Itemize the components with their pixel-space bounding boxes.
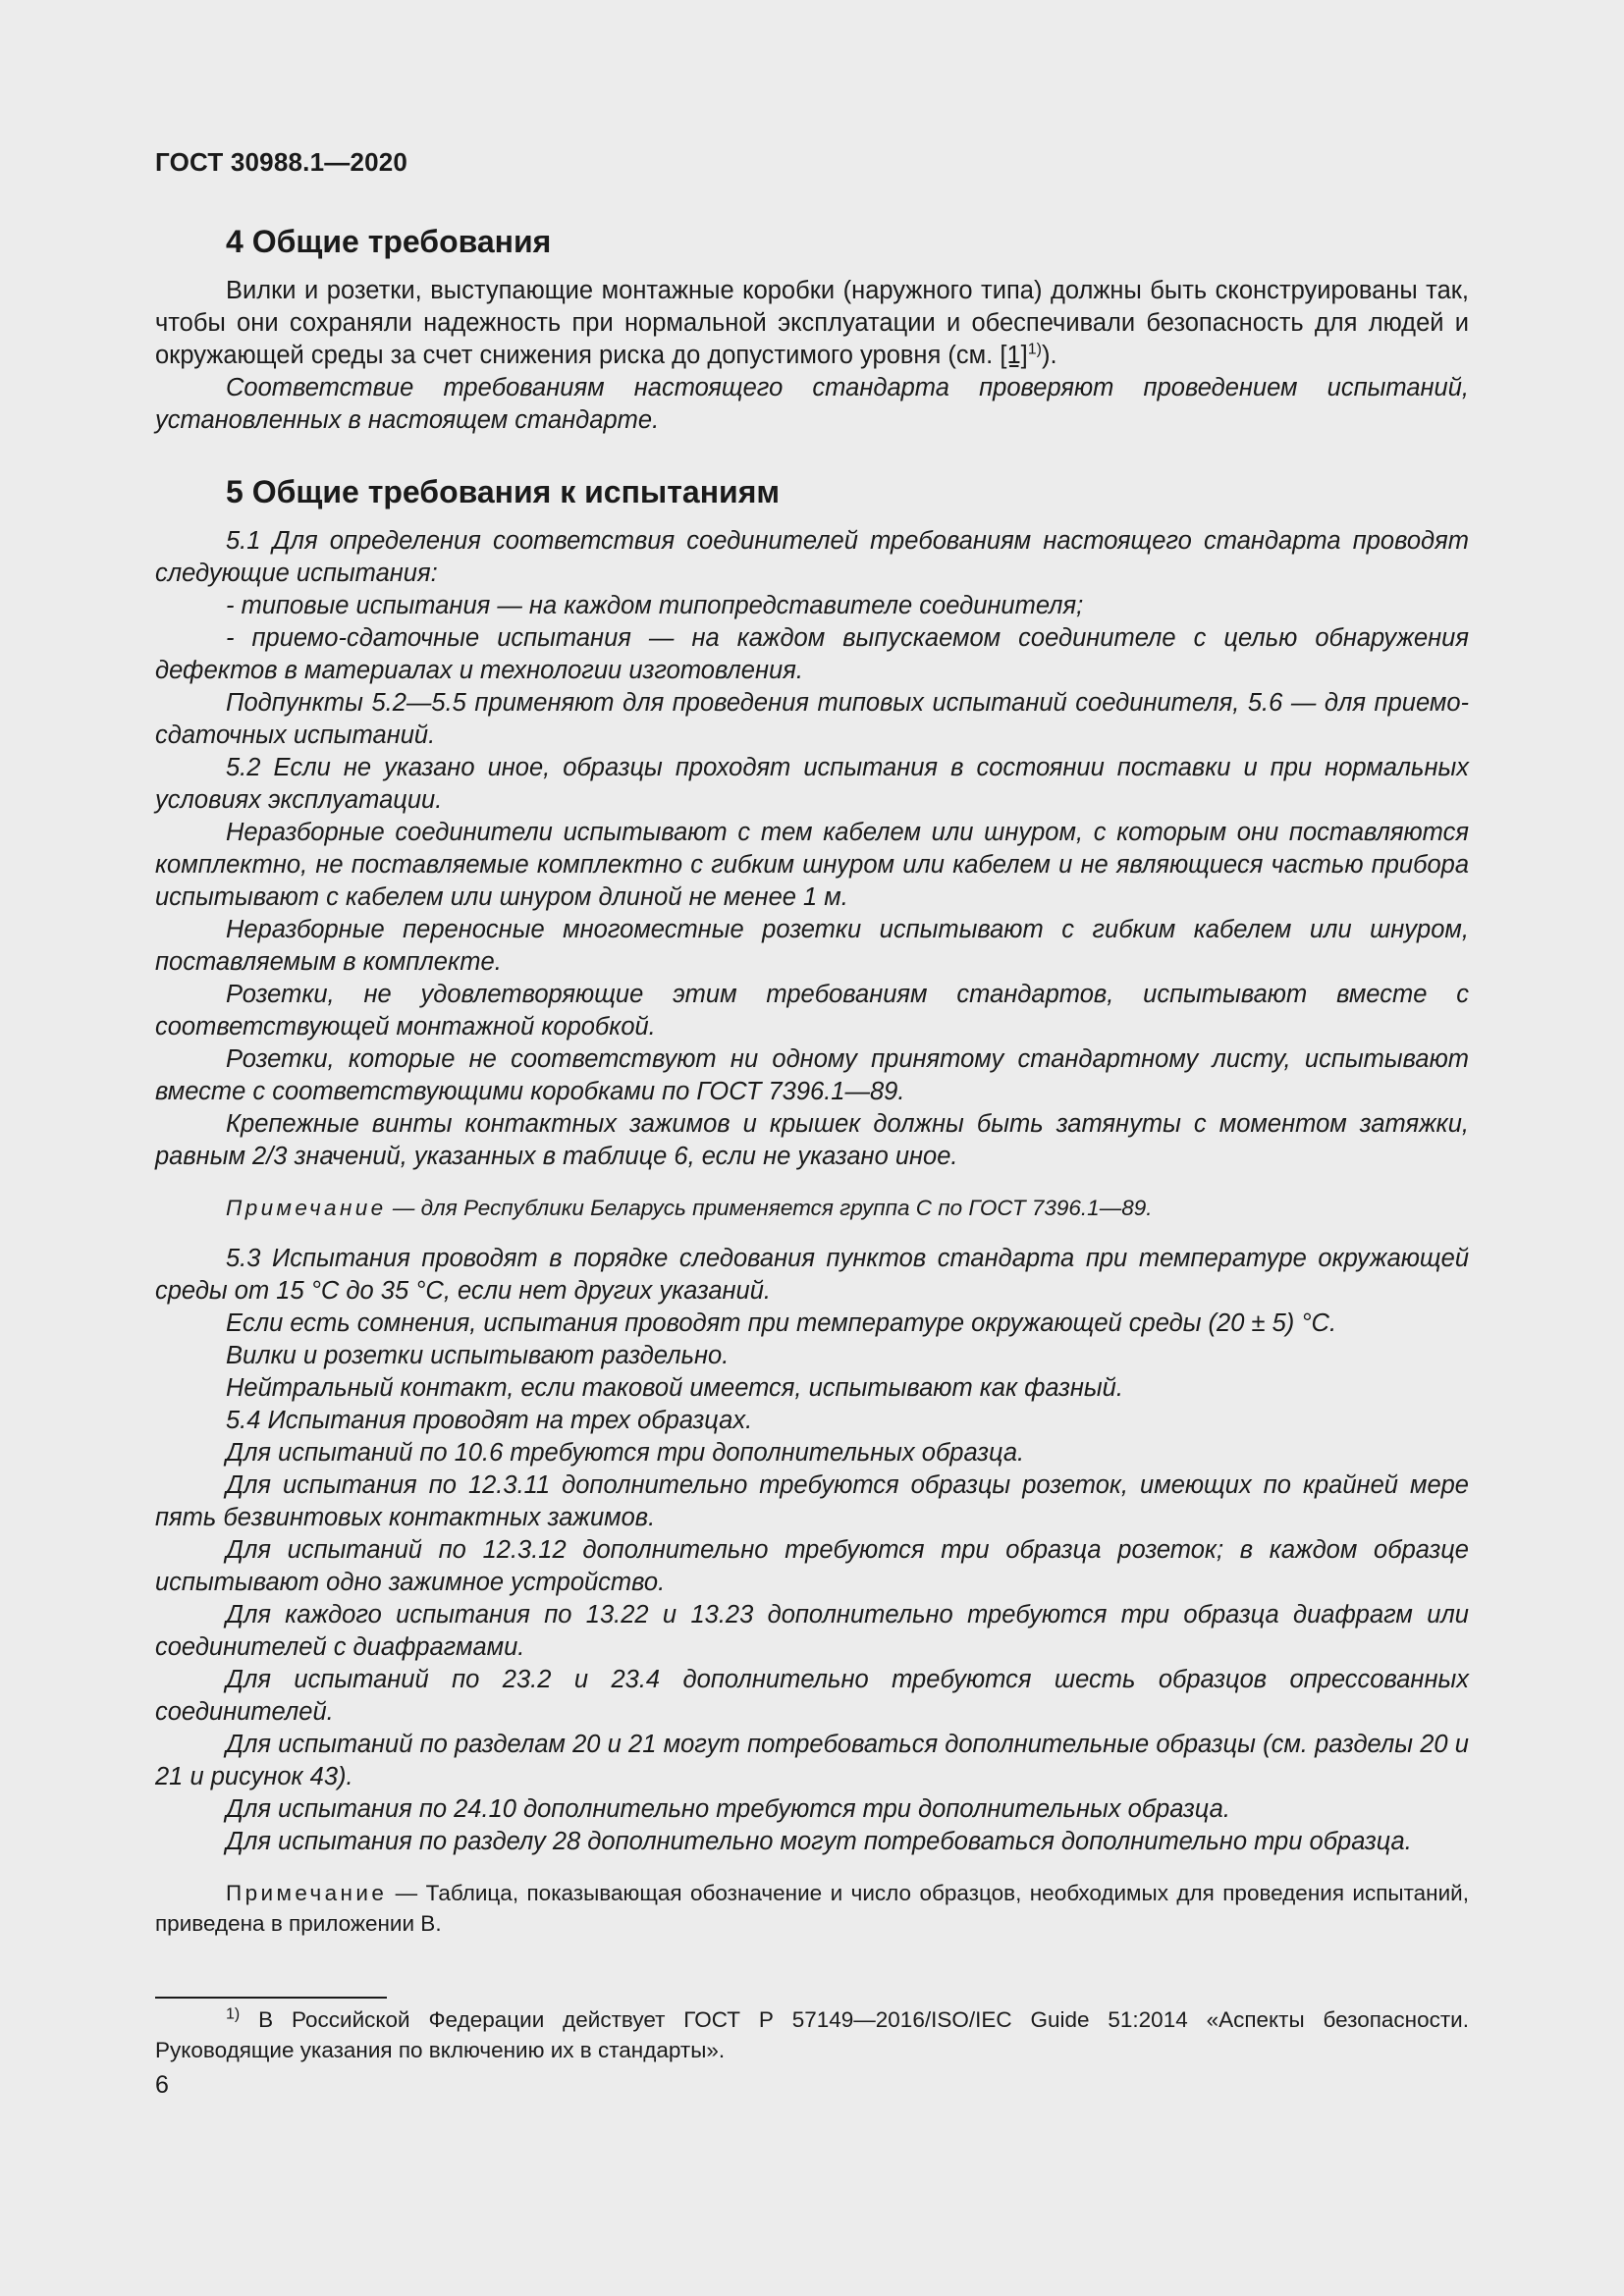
bibliography-reference-link[interactable]: [1]: [1000, 342, 1028, 369]
section-4-title: 4 Общие требования: [226, 224, 552, 259]
dash-item-acceptance-tests: - приемо-сдаточные испытания — на каждом выпускаемом соединителе с целью обнаружения дефектов в материалах и технологии изготовления.: [155, 624, 1469, 684]
page-number: 6: [155, 2071, 169, 2099]
clause-5-3-paragraph-a: Если есть сомнения, испытания проводят при температуре окружающей среды (20 ± 5) °С.: [226, 1309, 1337, 1337]
footnote-separator: [155, 1997, 387, 1999]
clause-5-4-paragraph-e: Для испытаний по 23.2 и 23.4 дополнительно требуются шесть образцов опрессованных соединителей.: [155, 1666, 1469, 1726]
clause-5-3: 5.3 Испытания проводят в порядке следования пунктов стандарта при температуре окружающей среды от 15 °С до 35 °С, если нет других указаний.: [155, 1245, 1469, 1305]
footnote-text: В Российской Федерации действует ГОСТ Р 57149—2016/ISO/IEC Guide 51:2014 «Аспекты безопасности. Руководящие указания по включению их в стандарты».: [155, 2007, 1469, 2062]
clause-5-4: 5.4 Испытания проводят на трех образцах.: [226, 1407, 753, 1434]
clause-5-2-paragraph-d: Розетки, которые не соответствуют ни одному принятому стандартному листу, испытывают вместе с соответствующими коробками по ГОСТ 7396.1—89.: [155, 1045, 1469, 1105]
clause-5-2-paragraph-c: Розетки, не удовлетворяющие этим требованиям стандартов, испытывают вместе с соответствующей монтажной коробкой.: [155, 981, 1469, 1041]
section-4-paragraph-2: Соответствие требованиям настоящего стандарта проверяют проведением испытаний, установленных в настоящем стандарте.: [155, 374, 1469, 434]
note-sample-table: [155, 1878, 1469, 1939]
clause-5-3-paragraph-c: Нейтральный контакт, если таковой имеется, испытывают как фазный.: [226, 1374, 1123, 1402]
footnote: [155, 2004, 1469, 2065]
clause-5-4-paragraph-d: Для каждого испытания по 13.22 и 13.23 дополнительно требуются три образца диафрагм или соединителей с диафрагмами.: [155, 1601, 1469, 1661]
clause-5-3-paragraph-b: Вилки и розетки испытывают раздельно.: [226, 1342, 730, 1369]
note-label: Примечание: [226, 1881, 388, 1905]
paragraph-text-end: ).: [1041, 342, 1057, 369]
note-belarus: [155, 1193, 1469, 1223]
note-text: — Таблица, показывающая обозначение и число образцов, необходимых для проведения испытаний, приведена в приложении В.: [155, 1881, 1469, 1936]
note-text: — для Республики Беларусь применяется группа С по ГОСТ 7396.1—89.: [386, 1196, 1153, 1220]
clause-5-4-paragraph-f: Для испытаний по разделам 20 и 21 могут потребоваться дополнительные образцы (см. разделы 20 и 21 и рисунок 43).: [155, 1731, 1469, 1790]
paragraph-text: Вилки и розетки, выступающие монтажные коробки (наружного типа) должны быть сконструированы так, чтобы они сохраняли надежность при нормальной эксплуатации и обеспечивали безопасность для людей и окружающей среды за счет снижения риска до допустимого уровня (см.: [155, 277, 1469, 369]
section-4-paragraph-1: [155, 275, 1469, 372]
footnote-marker[interactable]: 1): [1027, 341, 1042, 358]
clause-5-2-paragraph-a: Неразборные соединители испытывают с тем кабелем или шнуром, с которым они поставляются комплектно, не поставляемые комплектно с гибким шнуром или кабелем и не являющиеся частью прибора испытывают с кабелем или шнуром длиной не менее 1 м.: [155, 819, 1469, 911]
clause-5-1: 5.1 Для определения соответствия соединителей требованиям настоящего стандарта проводят следующие испытания:: [155, 527, 1469, 587]
dash-item-type-tests: - типовые испытания — на каждом типопредставителе соединителя;: [226, 592, 1084, 619]
clause-5-4-paragraph-h: Для испытания по разделу 28 дополнительно могут потребоваться дополнительно три образца.: [226, 1828, 1412, 1855]
running-header: ГОСТ 30988.1—2020: [155, 147, 408, 177]
clause-5-4-paragraph-c: Для испытаний по 12.3.12 дополнительно требуются три образца розеток; в каждом образце испытывают одно зажимное устройство.: [155, 1536, 1469, 1596]
footnote-mark: 1): [226, 2005, 241, 2023]
clause-5-4-paragraph-a: Для испытаний по 10.6 требуются три дополнительных образца.: [226, 1439, 1025, 1467]
page-content: [155, 220, 1469, 1958]
clause-5-2-paragraph-b: Неразборные переносные многоместные розетки испытывают с гибким кабелем или шнуром, поставляемым в комплекте.: [155, 916, 1469, 976]
subclauses-paragraph: Подпункты 5.2—5.5 применяют для проведения типовых испытаний соединителя, 5.6 — для приемо-сдаточных испытаний.: [155, 689, 1469, 749]
note-label: Примечание: [226, 1196, 387, 1220]
clause-5-4-paragraph-g: Для испытания по 24.10 дополнительно требуются три дополнительных образца.: [226, 1795, 1230, 1823]
clause-5-2-paragraph-e: Крепежные винты контактных зажимов и крышек должны быть затянуты с моментом затяжки, равным 2/3 значений, указанных в таблице 6, если не указано иное.: [155, 1110, 1469, 1170]
clause-5-4-paragraph-b: Для испытания по 12.3.11 дополнительно требуются образцы розеток, имеющих по крайней мере пять безвинтовых контактных зажимов.: [155, 1471, 1469, 1531]
section-5-title: 5 Общие требования к испытаниям: [226, 474, 781, 509]
clause-5-2: 5.2 Если не указано иное, образцы проходят испытания в состоянии поставки и при нормальных условиях эксплуатации.: [155, 754, 1469, 814]
